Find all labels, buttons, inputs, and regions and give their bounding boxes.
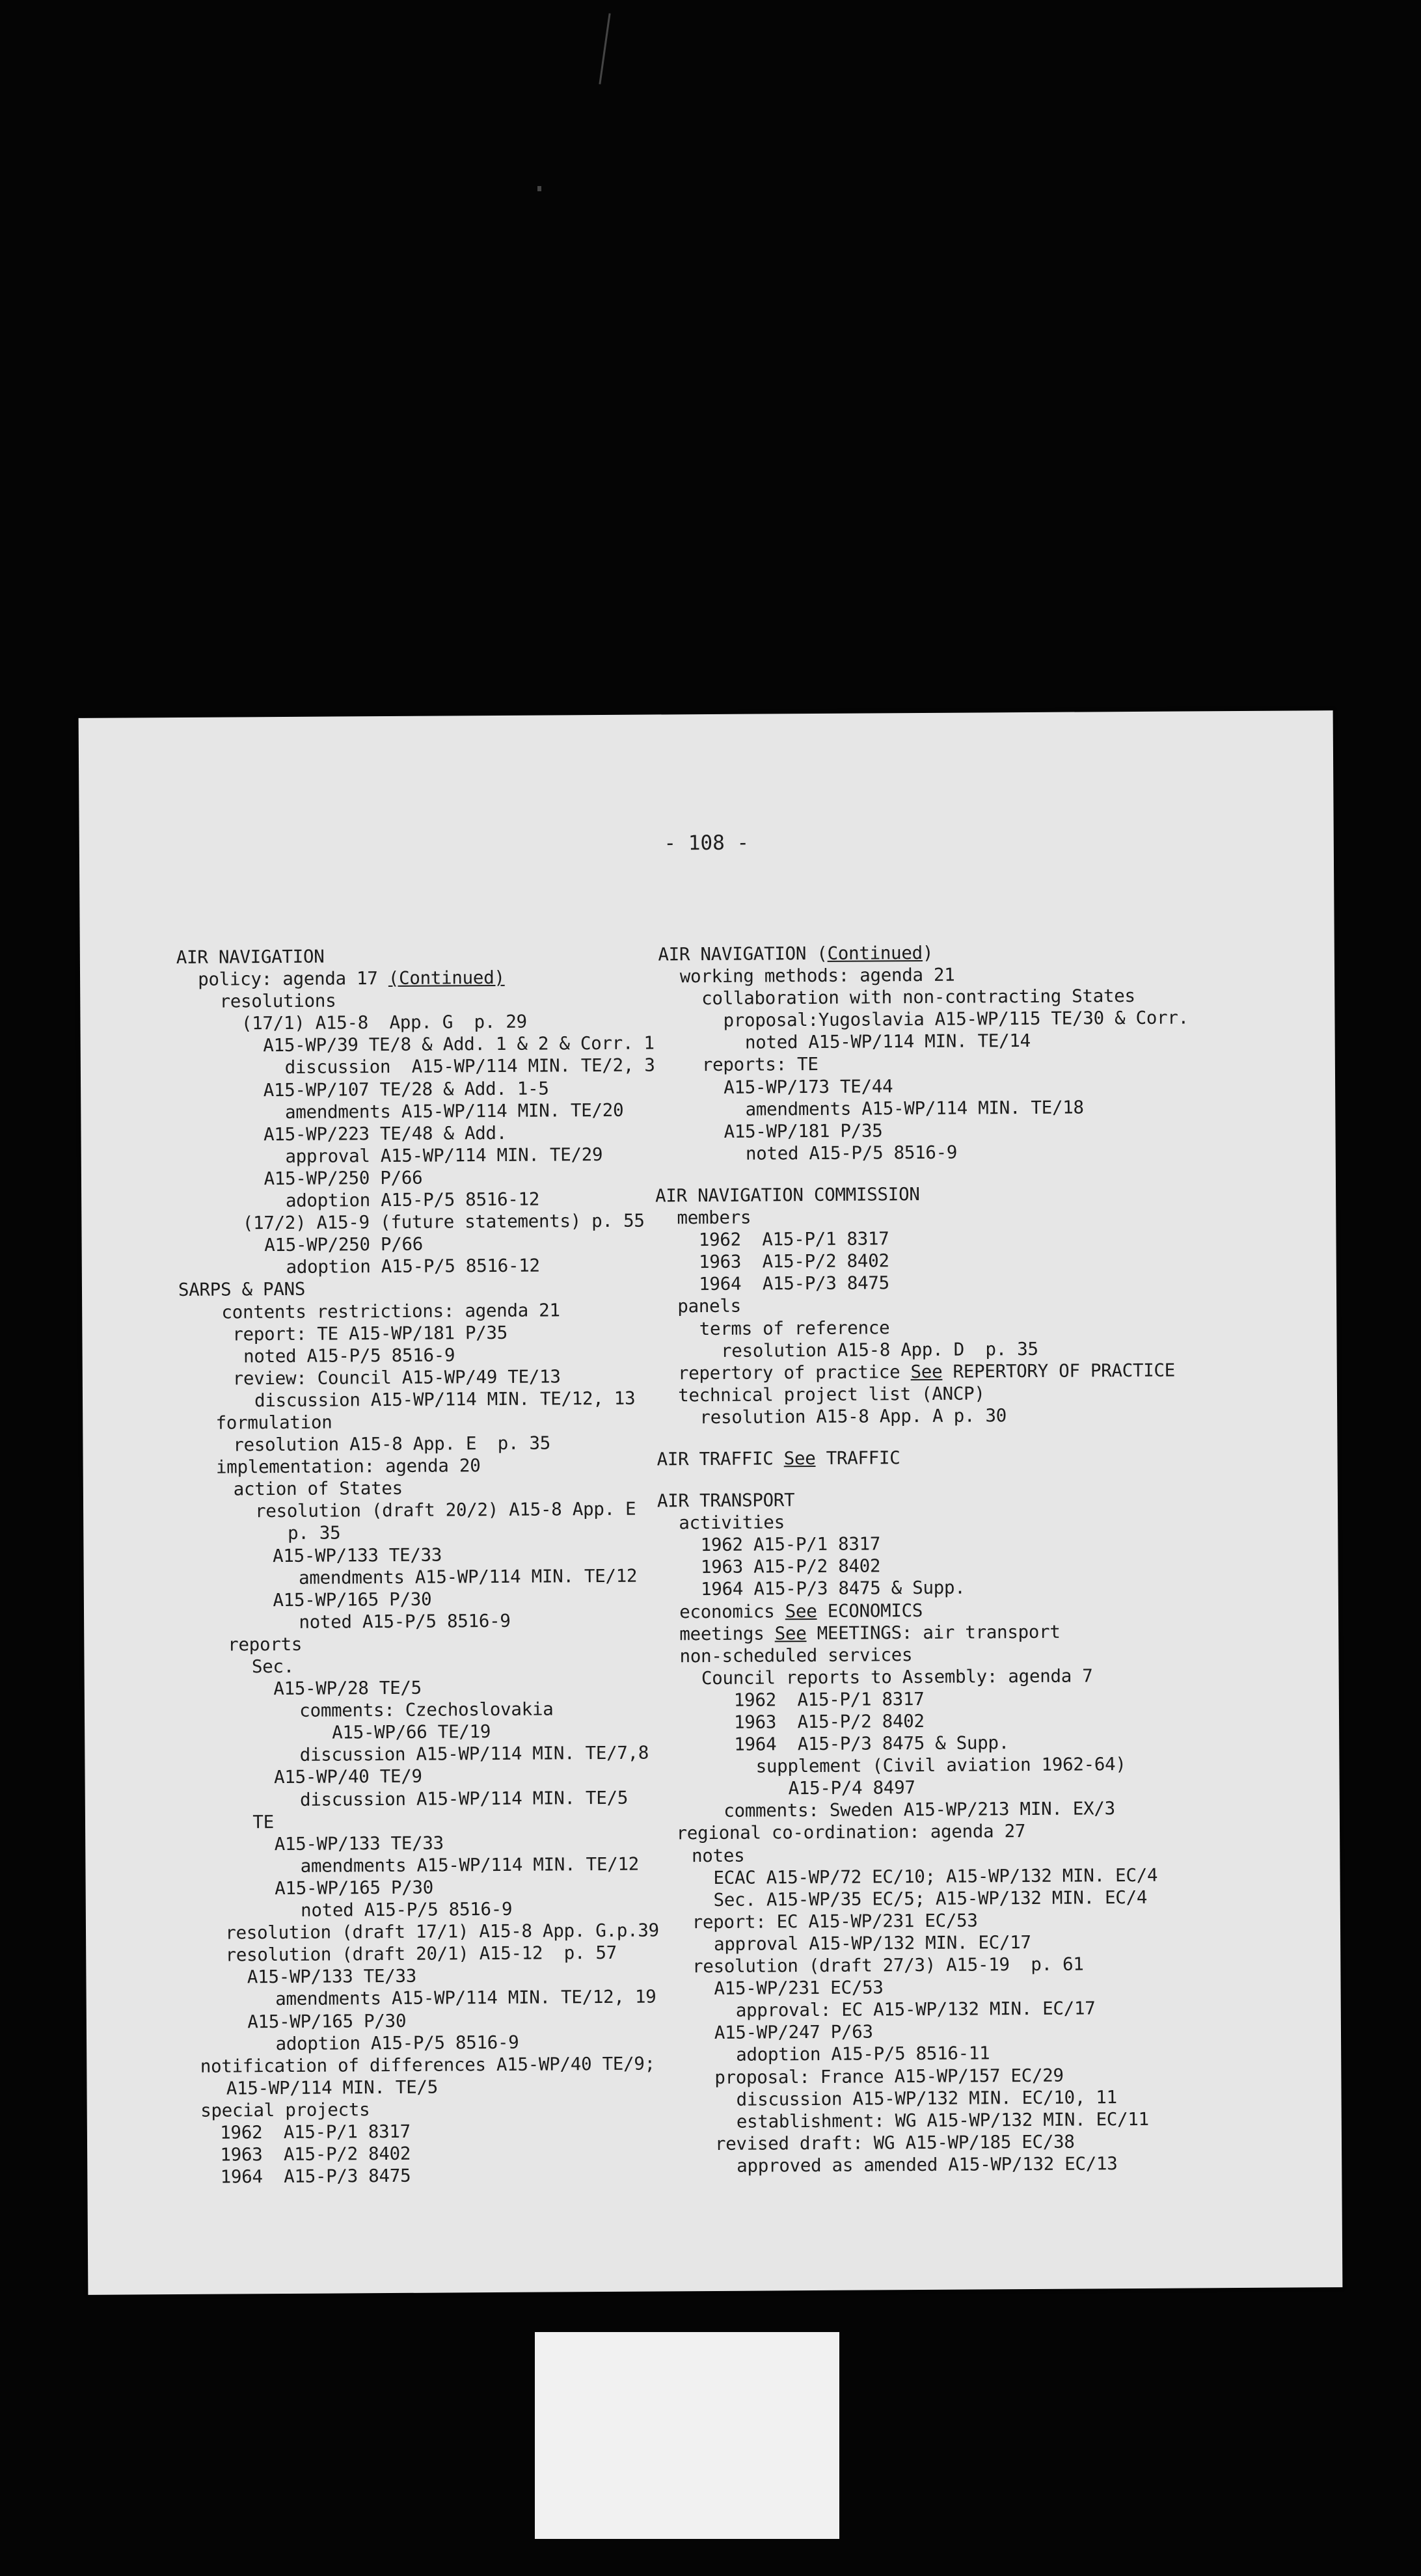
index-entry	[180, 1631, 662, 1656]
entry-text: A15-WP/250 P/66	[264, 1233, 424, 1256]
entry-text: AIR TRAFFIC	[656, 1448, 784, 1470]
entry-text: A15-WP/114 MIN. TE/5	[226, 2076, 439, 2099]
entry-underlined-text: See	[785, 1600, 817, 1622]
page-number: - 108 -	[664, 831, 750, 855]
entry-text: ECAC A15-WP/72 EC/10; A15-WP/132 MIN. EC/4	[713, 1864, 1158, 1888]
index-entry	[181, 1676, 662, 1701]
entry-text: 1964 A15-P/3 8475	[699, 1272, 889, 1295]
entry-text-tail: REPERTORY OF PRACTICE	[942, 1360, 1176, 1382]
entry-text: special projects	[200, 2099, 370, 2121]
entry-text: A15-WP/165 P/30	[247, 2010, 407, 2032]
entry-text: A15-P/4 8497	[788, 1777, 915, 1799]
index-entry	[178, 1210, 659, 1235]
index-entry	[176, 988, 658, 1013]
entry-text: comments: Czechoslovakia	[299, 1698, 554, 1722]
index-entry	[182, 1964, 664, 1989]
entry-text: discussion A15-WP/114 MIN. TE/12, 13	[254, 1388, 636, 1412]
entry-text: adoption A15-P/5 8516-9	[275, 2032, 519, 2054]
entry-text: adoption A15-P/5 8516-12	[285, 1188, 540, 1212]
entry-text: AIR NAVIGATION COMMISSION	[655, 1183, 920, 1207]
entry-text: terms of reference	[699, 1317, 890, 1339]
entry-text: Sec.	[251, 1656, 295, 1678]
entry-text: resolution (draft 20/2) A15-8 App. E	[254, 1499, 636, 1522]
index-entry	[178, 1165, 659, 1190]
entry-text: non-scheduled services	[679, 1644, 913, 1667]
entry-text: economics	[679, 1600, 785, 1622]
index-entry	[182, 1920, 664, 1945]
entry-text: report: TE A15-WP/181 P/35	[232, 1322, 508, 1345]
entry-text: discussion A15-WP/114 MIN. TE/7,8	[299, 1742, 649, 1766]
entry-text: AIR NAVIGATION (	[658, 943, 828, 965]
entry-text: A15-WP/165 P/30	[273, 1589, 432, 1611]
index-entry	[181, 1720, 662, 1745]
entry-text: SARPS & PANS	[178, 1279, 306, 1301]
entry-text: A15-WP/231 EC/53	[714, 1977, 884, 2000]
entry-text: adoption A15-P/5 8516-12	[286, 1255, 540, 1278]
entry-text: formulation	[215, 1412, 332, 1434]
index-entry	[179, 1387, 660, 1412]
entry-text: reports	[228, 1633, 303, 1656]
entry-text: amendments A15-WP/114 MIN. TE/20	[284, 1099, 624, 1123]
entry-text: A15-WP/40 TE/9	[274, 1766, 422, 1788]
index-entry	[180, 1476, 661, 1501]
index-entry	[183, 2008, 664, 2033]
entry-text-tail: MEETINGS: air transport	[806, 1621, 1061, 1644]
entry-text: action of States	[233, 1478, 403, 1500]
entry-text: approved as amended A15-WP/132 EC/13	[737, 2153, 1118, 2177]
entry-text-tail: ECONOMICS	[817, 1600, 923, 1622]
entry-text: reports: TE	[701, 1054, 819, 1076]
entry-text: noted A15-P/5 8516-9	[299, 1610, 511, 1633]
entry-text: proposal: France A15-WP/157 EC/29	[714, 2065, 1064, 2088]
entry-text: notes	[691, 1845, 745, 1866]
entry-text: 1964 A15-P/3 8475 & Supp.	[701, 1577, 966, 1600]
index-entry	[182, 1786, 663, 1812]
index-entry	[179, 1365, 660, 1390]
index-entry	[177, 1077, 658, 1102]
index-entry	[178, 1143, 659, 1168]
index-entry	[182, 1897, 664, 1922]
index-entry	[180, 1653, 662, 1678]
entry-text: 1962 A15-P/1 8317	[700, 1533, 881, 1556]
entry-text: members	[677, 1207, 751, 1229]
index-entry	[177, 1032, 658, 1058]
entry-text: approval A15-WP/132 MIN. EC/17	[713, 1931, 1031, 1955]
index-entry	[183, 2119, 665, 2144]
index-entry	[176, 943, 658, 969]
entry-text: repertory of practice	[677, 1361, 911, 1384]
entry-text: discussion A15-WP/132 MIN. EC/10, 11	[736, 2086, 1117, 2110]
entry-text: noted A15-P/5 8516-9	[301, 1898, 513, 1921]
entry-text: resolution A15-8 App. E p. 35	[233, 1432, 551, 1456]
entry-text: A15-WP/173 TE/44	[724, 1075, 893, 1098]
entry-text: AIR NAVIGATION	[176, 946, 325, 968]
index-entry	[178, 1188, 659, 1213]
entry-text: A15-WP/223 TE/48 & Add.	[264, 1122, 508, 1145]
entry-text: A15-WP/107 TE/28 & Add. 1-5	[263, 1078, 549, 1101]
entry-text: 1964 A15-P/3 8475	[220, 2165, 411, 2188]
entry-text-tail: TRAFFIC	[815, 1447, 900, 1469]
index-entry	[183, 2052, 664, 2078]
entry-text: TE	[252, 1811, 274, 1832]
entry-text: activities	[679, 1512, 785, 1534]
entry-text: collaboration with non-contracting States	[701, 986, 1135, 1010]
entry-text: noted A15-P/5 8516-9	[745, 1142, 958, 1164]
entry-text: A15-WP/181 P/35	[724, 1120, 883, 1142]
index-entry	[182, 1831, 663, 1856]
entry-text: discussion A15-WP/114 MIN. TE/5	[299, 1787, 629, 1810]
index-entry	[181, 1764, 662, 1790]
film-dust-artifact	[537, 186, 541, 191]
entry-text: (17/1) A15-8 App. G p. 29	[241, 1011, 527, 1034]
entry-text: A15-WP/39 TE/8 & Add. 1 & 2 & Corr. 1	[263, 1032, 655, 1056]
entry-text: AIR TRANSPORT	[656, 1490, 795, 1512]
entry-text: technical project list (ANCP)	[678, 1383, 985, 1406]
entry-text: A15-WP/28 TE/5	[273, 1677, 422, 1700]
blank-target-card	[535, 2332, 839, 2539]
entry-text: review: Council A15-WP/49 TE/13	[232, 1366, 561, 1389]
entry-text: implementation: agenda 20	[215, 1455, 481, 1478]
entry-text: 1963 A15-P/2 8402	[700, 1555, 881, 1578]
entry-text: amendments A15-WP/114 MIN. TE/12	[300, 1853, 640, 1877]
entry-text: p. 35	[287, 1522, 341, 1544]
index-entry	[180, 1542, 661, 1568]
entry-text-tail: )	[922, 942, 934, 963]
index-entry	[176, 966, 658, 991]
entry-text: Sec. A15-WP/35 EC/5; A15-WP/132 MIN. EC/4	[713, 1886, 1148, 1911]
entry-text: noted A15-WP/114 MIN. TE/14	[744, 1030, 1031, 1054]
left-column	[176, 943, 666, 2188]
index-entry	[178, 1321, 660, 1346]
index-entry	[176, 1010, 658, 1036]
entry-text: 1962 A15-P/1 8317	[733, 1688, 925, 1711]
entry-text: comments: Sweden A15-WP/213 MIN. EX/3	[724, 1798, 1115, 1822]
index-entry	[178, 1232, 659, 1257]
index-entry	[183, 1986, 664, 2011]
index-page	[79, 710, 1343, 2295]
entry-text: 1963 A15-P/2 8402	[733, 1710, 925, 1733]
entry-text: discussion A15-WP/114 MIN. TE/2, 3	[284, 1054, 655, 1079]
index-entry	[180, 1454, 661, 1479]
entry-text: A15-WP/247 P/63	[714, 2021, 873, 2044]
entry-text: 1963 A15-P/2 8402	[698, 1250, 889, 1273]
index-entry	[177, 1054, 658, 1080]
entry-underlined-text: Continued	[827, 942, 923, 964]
entry-text: 1964 A15-P/3 8475 & Supp.	[734, 1732, 1010, 1755]
index-entry	[179, 1343, 660, 1368]
entry-text: establishment: WG A15-WP/132 MIN. EC/11	[736, 2108, 1149, 2132]
index-entry	[178, 1254, 660, 1280]
entry-underlined-text: (Continued)	[388, 967, 505, 989]
entry-text: A15-WP/165 P/30	[275, 1877, 434, 1899]
index-entry	[178, 1276, 660, 1302]
index-entry	[661, 2151, 1318, 2177]
entry-text: regional co-ordination: agenda 27	[676, 1821, 1026, 1844]
entry-text: amendments A15-WP/114 MIN. TE/12, 19	[275, 1986, 656, 2010]
entry-text: amendments A15-WP/114 MIN. TE/12	[298, 1565, 638, 1589]
index-entry	[183, 2141, 665, 2167]
index-entry	[180, 1564, 662, 1590]
entry-text: resolutions	[219, 990, 336, 1012]
entry-text: panels	[677, 1296, 741, 1317]
entry-underlined-text: See	[910, 1361, 943, 1382]
entry-underlined-text: See	[783, 1447, 816, 1469]
entry-text: adoption A15-P/5 8516-11	[736, 2043, 990, 2066]
index-entry	[177, 1099, 658, 1124]
entry-text: A15-WP/66 TE/19	[332, 1721, 491, 1743]
entry-text: working methods: agenda 21	[679, 964, 955, 987]
index-entry	[180, 1609, 662, 1634]
index-entry	[183, 2074, 664, 2100]
entry-text: report: EC A15-WP/231 EC/53	[692, 1910, 978, 1933]
entry-text: resolution A15-8 App. A p. 30	[699, 1405, 1007, 1428]
index-entry	[182, 1875, 664, 1900]
index-entry	[181, 1742, 662, 1767]
entry-text: (17/2) A15-9 (future statements) p. 55	[242, 1210, 645, 1234]
entry-text: resolution (draft 27/3) A15-19 p. 61	[692, 1953, 1084, 1978]
entry-text: policy: agenda 17	[198, 968, 388, 990]
entry-text: supplement (Civil aviation 1962-64)	[755, 1754, 1126, 1777]
index-entry	[179, 1409, 660, 1434]
entry-text: proposal:Yugoslavia A15-WP/115 TE/30 & Corr.	[723, 1007, 1189, 1032]
film-fiber-artifact	[599, 13, 610, 84]
index-entry	[183, 2097, 665, 2122]
entry-text: revised draft: WG A15-WP/185 EC/38	[714, 2131, 1075, 2154]
entry-text: 1962 A15-P/1 8317	[220, 2121, 411, 2143]
entry-text: approval A15-WP/114 MIN. TE/29	[285, 1144, 603, 1167]
index-entry	[179, 1432, 660, 1457]
entry-text: resolution (draft 20/1) A15-12 p. 57	[225, 1942, 617, 1966]
index-entry	[180, 1587, 662, 1612]
index-entry	[181, 1698, 662, 1723]
entry-text: contents restrictions: agenda 21	[221, 1299, 560, 1323]
entry-text: noted A15-P/5 8516-9	[243, 1345, 455, 1367]
index-entry	[182, 1853, 663, 1878]
entry-text: A15-WP/133 TE/33	[274, 1832, 444, 1855]
index-entry	[178, 1298, 660, 1324]
index-entry	[182, 1942, 664, 1967]
index-entry	[180, 1520, 661, 1546]
entry-text: A15-WP/133 TE/33	[272, 1544, 442, 1566]
index-entry	[182, 1808, 663, 1834]
entry-text: A15-WP/250 P/66	[264, 1167, 423, 1190]
index-entry	[180, 1498, 661, 1523]
entry-text: 1962 A15-P/1 8317	[698, 1228, 889, 1251]
entry-text: resolution A15-8 App. D p. 35	[720, 1338, 1038, 1362]
entry-text: Council reports to Assembly: agenda 7	[701, 1665, 1093, 1689]
entry-text: A15-WP/133 TE/33	[247, 1966, 417, 1988]
entry-text: approval: EC A15-WP/132 MIN. EC/17	[735, 1998, 1096, 2021]
right-column	[654, 939, 1319, 2177]
entry-text: 1963 A15-P/2 8402	[220, 2143, 411, 2166]
entry-underlined-text: See	[774, 1622, 807, 1644]
index-entry	[183, 2030, 664, 2056]
entry-text: meetings	[679, 1623, 775, 1644]
index-entry	[177, 1121, 658, 1146]
entry-text: notification of differences A15-WP/40 TE/9;	[200, 2053, 655, 2077]
index-entry	[183, 2164, 665, 2189]
entry-text: resolution (draft 17/1) A15-8 App. G.p.39	[225, 1920, 659, 1944]
entry-text: amendments A15-WP/114 MIN. TE/18	[745, 1097, 1084, 1120]
